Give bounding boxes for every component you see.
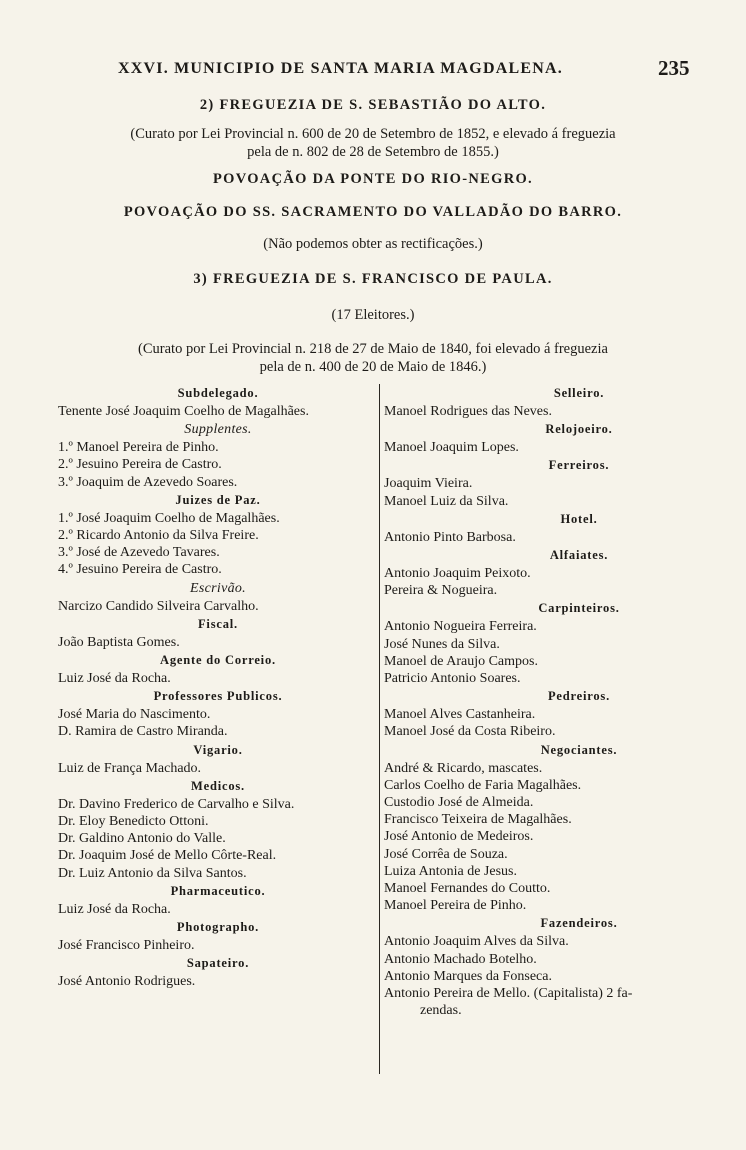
list-item: Carlos Coelho de Faria Magalhães. [384,777,582,793]
column-divider [379,384,380,1074]
list-item: Custodio José de Almeida. [384,795,534,811]
list-item: Luiz José da Rocha. [58,671,171,687]
section-heading: Pharmaceutico. [170,883,266,898]
section-heading: Supplentes. [184,422,252,438]
section-heading: Medicos. [191,778,245,793]
list-item: Patricio Antonio Soares. [384,671,521,687]
left-column [58,384,378,990]
list-item: 1.º José Joaquim Coelho de Magalhães. [58,510,280,526]
freguezia-3-note-line-2: pela de n. 400 de 20 de Maio de 1846.) [259,359,487,375]
list-item: Luiz José da Rocha. [58,901,171,917]
list-item: Antonio Joaquim Peixoto. [384,566,531,582]
list-item: Antonio Machado Botelho. [384,951,537,967]
list-item: 2.º Ricardo Antonio da Silva Freire. [58,528,259,544]
list-item: Antonio Pereira de Mello. (Capitalista) 2 fa- [384,986,633,1002]
section-heading: Photographo. [176,920,260,935]
list-item: 4.º Jesuino Pereira de Castro. [58,562,222,578]
list-item: Antonio Marques da Fonseca. [384,968,552,984]
section-heading: Pedreiros. [547,689,611,704]
list-item: José Nunes da Silva. [384,636,500,652]
freguezia-2-note-line-2: pela de n. 802 de 28 de Setembro de 1855.) [247,144,499,160]
freguezia-3-note-line-1: (Curato por Lei Provincial n. 218 de 27 de Maio de 1840, foi elevado á freguezia [138,341,608,357]
list-item: Manoel Joaquim Lopes. [384,440,519,456]
list-item: 3.º José de Azevedo Tavares. [58,545,220,561]
list-item: D. Ramira de Castro Miranda. [58,724,228,740]
freguezia-2-note-line-1: (Curato por Lei Provincial n. 600 de 20 de Setembro de 1852, e elevado á freguezia [130,126,616,142]
list-item: 3.º Joaquim de Azevedo Soares. [58,474,238,490]
electors-count: (17 Eleitores.) [331,307,415,323]
freguezia-2-title: 2) FREGUEZIA DE S. SEBASTIÃO DO ALTO. [199,97,547,113]
section-heading: Ferreiros. [548,458,610,473]
list-item: Manoel Pereira de Pinho. [384,898,527,914]
no-data-note: (Não podemos obter as rectificações.) [263,236,483,252]
right-column [384,384,714,1019]
section-heading: Alfaiates. [549,548,609,563]
list-item: Dr. Luiz Antonio da Silva Santos. [58,865,247,881]
section-heading: Hotel. [560,511,598,526]
page-header [0,56,746,86]
list-item: 1.º Manoel Pereira de Pinho. [58,440,219,456]
list-item: Antonio Joaquim Alves da Silva. [384,934,569,950]
list-item: José Corrêa de Souza. [384,846,508,862]
list-item: Antonio Pinto Barbosa. [384,529,516,545]
section-heading: Fazendeiros. [540,916,618,931]
section-heading: Vigario. [193,742,243,757]
list-item: Dr. Eloy Benedicto Ottoni. [58,814,209,830]
section-heading: Escrivão. [190,580,246,596]
povoacao-ponte-title: POVOAÇÃO DA PONTE DO RIO-NEGRO. [213,171,533,187]
section-heading: Relojoeiro. [545,422,613,437]
list-item: 2.º Jesuino Pereira de Castro. [58,457,222,473]
section-heading: Agente do Correio. [160,653,276,668]
list-item: Manoel Rodrigues das Neves. [384,404,552,419]
list-item: Pereira & Nogueira. [384,583,498,599]
list-item: Dr. Galdino Antonio do Valle. [58,831,226,847]
page-number: 235 [658,56,690,80]
list-item: Luiz de França Machado. [58,760,202,776]
list-item: Manoel Alves Castanheira. [384,707,536,723]
list-item: Dr. Davino Frederico de Carvalho e Silva. [58,796,295,812]
section-heading: Subdelegado. [177,386,259,400]
list-item: Manoel José da Costa Ribeiro. [384,724,556,740]
list-item: zendas. [420,1003,462,1019]
povoacao-sacramento-title: POVOAÇÃO DO SS. SACRAMENTO DO VALLADÃO DO BARRO. [123,204,623,220]
list-item: Manoel Luiz da Silva. [384,493,509,509]
list-item: Narcizo Candido Silveira Carvalho. [58,598,259,614]
list-item: José Antonio de Medeiros. [384,829,534,845]
list-item: Luiza Antonia de Jesus. [384,863,517,879]
section-title: XXVI. MUNICIPIO DE SANTA MARIA MAGDALENA. [118,60,563,77]
list-item: José Antonio Rodrigues. [58,974,196,990]
list-item: Joaquim Vieira. [384,476,473,492]
list-item: André & Ricardo, mascates. [384,760,543,776]
list-item: José Maria do Nascimento. [58,707,211,723]
list-item: Manoel de Araujo Campos. [384,653,538,669]
section-heading: Negociantes. [540,742,618,757]
list-item: Dr. Joaquim José de Mello Côrte-Real. [58,848,277,864]
freguezia-3-title: 3) FREGUEZIA DE S. FRANCISCO DE PAULA. [193,271,553,287]
section-heading: Professores Publicos. [153,689,283,704]
list-item: Antonio Nogueira Ferreira. [384,619,537,635]
list-item: Tenente José Joaquim Coelho de Magalhães. [58,404,309,419]
list-item: João Baptista Gomes. [58,634,180,650]
section-heading: Fiscal. [198,616,238,631]
list-item: Manoel Fernandes do Coutto. [384,881,551,897]
section-heading: Sapateiro. [186,956,250,971]
section-heading: Selleiro. [553,386,605,400]
list-item: José Francisco Pinheiro. [58,938,195,954]
list-item: Francisco Teixeira de Magalhães. [384,812,572,828]
section-heading: Juizes de Paz. [175,492,261,507]
section-heading: Carpinteiros. [538,601,620,616]
